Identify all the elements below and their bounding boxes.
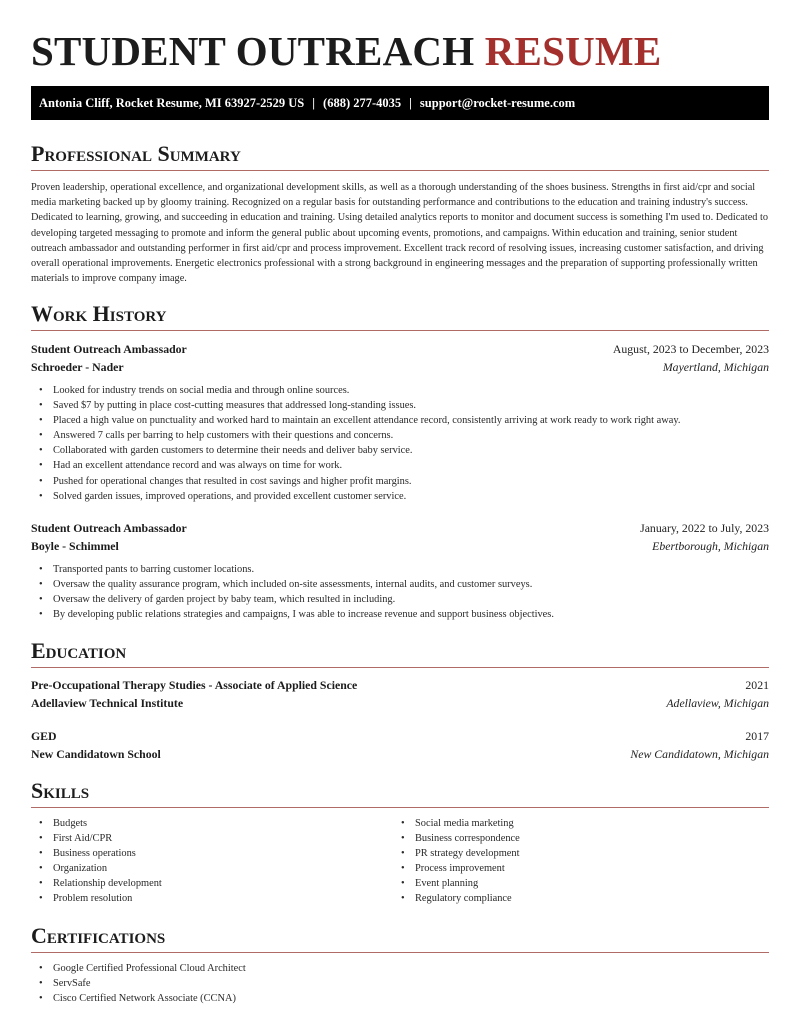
skill-item: • Business correspondence xyxy=(415,831,769,846)
skill-item: • Budgets xyxy=(53,816,400,831)
school: Adellaview Technical Institute xyxy=(31,696,184,710)
list-item: • Collaborated with garden customers to determine their needs and deliver baby service. xyxy=(53,443,769,458)
job-bullets xyxy=(31,383,769,504)
education-year: 2017 xyxy=(745,729,769,743)
certification-item: • Cisco Certified Network Associate (CCNA) xyxy=(53,991,769,1006)
job-title: Student Outreach Ambassador xyxy=(31,520,187,535)
certifications-list xyxy=(31,961,769,1006)
skill-item: • Social media marketing xyxy=(415,816,769,831)
education-entry xyxy=(31,727,769,763)
skill-item: • Organization xyxy=(53,861,400,876)
contact-address: Antonia Cliff, Rocket Resume, MI 63927-2529 US xyxy=(39,96,305,110)
degree: GED xyxy=(31,729,57,743)
list-item: • By developing public relations strategies and campaigns, I was able to increase revenue and support business objectives. xyxy=(53,607,769,622)
certification-item: • Google Certified Professional Cloud Architect xyxy=(53,961,769,976)
contact-bar xyxy=(31,86,769,120)
job-title: Student Outreach Ambassador xyxy=(31,342,187,356)
job-dates: August, 2023 to December, 2023 xyxy=(612,342,769,356)
list-item: • Solved garden issues, improved operations, and provided excellent customer service. xyxy=(53,489,769,504)
summary-text: Proven leadership, operational excellence, and organizational development skills, as well as a thorough understanding of the shoes business. Strengths in first aid/cpr and social media marketing backed up by gloomy training. Recognized on a regular basis for outstanding performance and contributions to the education and training industry's success. Dedicated to learning, growing, and succeeding in education and training. Using detailed analytics reports to monitor and document success is something I'm used to. Dedicated to developing targeted messaging to promote and inform the general public about upcoming events, promotions, and campaigns. Within education and training, senior student outreach ambassador and outstanding performer in first aid/cpr and process improvement. Excellent track record of resolving issues, increasing customer satisfaction, and driving overall operational improvements. Energetic electronics professional with a strong background in engineering messages and the preparation of supporting professionally written materials to improve company image. xyxy=(31,182,769,285)
skill-item: • Business operations xyxy=(53,846,400,861)
certification-item: • ServSafe xyxy=(53,976,769,991)
list-item: • Saved $7 by putting in place cost-cutting measures that addressed long-standing issues. xyxy=(53,398,769,413)
job-bullets xyxy=(31,562,769,622)
skills-list-left xyxy=(31,816,400,907)
skills-heading: Skills xyxy=(31,778,769,808)
list-item: • Answered 7 calls per barring to help customers with their questions and concerns. xyxy=(53,428,769,443)
work-history-heading: Work History xyxy=(31,301,769,331)
job-location: Ebertborough, Michigan xyxy=(652,538,769,553)
title-main: STUDENT OUTREACH xyxy=(31,28,475,74)
certifications-heading: Certifications xyxy=(31,923,769,953)
job-entry xyxy=(31,340,769,504)
list-item: • Pushed for operational changes that resulted in cost savings and higher profit margins. xyxy=(53,474,769,489)
job-company: Boyle - Schimmel xyxy=(31,538,119,553)
resume-title xyxy=(31,27,661,75)
summary-section xyxy=(31,141,769,286)
job-dates: January, 2022 to July, 2023 xyxy=(640,520,769,535)
skill-item: • PR strategy development xyxy=(415,846,769,861)
skill-item: • Relationship development xyxy=(53,876,400,891)
education-heading: Education xyxy=(31,638,769,668)
list-item: • Placed a high value on punctuality and worked hard to maintain an excellent attendance record, consistently arriving at work ready to work right away. xyxy=(53,413,769,428)
list-item: • Had an excellent attendance record and was always on time for work. xyxy=(53,458,769,473)
degree: Pre-Occupational Therapy Studies - Associate of Applied Science xyxy=(31,678,358,692)
list-item: • Transported pants to barring customer locations. xyxy=(53,562,769,577)
list-item: • Oversaw the delivery of garden project by baby team, which resulted in including. xyxy=(53,592,769,607)
contact-phone: (688) 277-4035 xyxy=(323,96,402,110)
school: New Candidatown School xyxy=(31,747,161,761)
certifications-section xyxy=(31,923,769,1006)
job-location: Mayertland, Michigan xyxy=(662,360,769,374)
list-item: • Oversaw the quality assurance program, which included on-site assessments, internal audits, and customer surveys. xyxy=(53,577,769,592)
education-section xyxy=(31,638,769,763)
skills-columns xyxy=(31,816,769,907)
contact-separator: | xyxy=(409,96,412,110)
skill-item: • First Aid/CPR xyxy=(53,831,400,846)
job-entry xyxy=(31,519,769,622)
school-location: New Candidatown, Michigan xyxy=(630,747,769,761)
job-company: Schroeder - Nader xyxy=(31,360,124,374)
skills-list-right xyxy=(400,816,769,907)
contact-separator: | xyxy=(312,96,316,110)
skill-item: • Event planning xyxy=(415,876,769,891)
skill-item: • Process improvement xyxy=(415,861,769,876)
skill-item: • Problem resolution xyxy=(53,891,400,906)
work-history-section xyxy=(31,301,769,622)
title-accent: RESUME xyxy=(484,28,662,74)
list-item: • Looked for industry trends on social media and through online sources. xyxy=(53,383,769,398)
education-entry xyxy=(31,676,769,712)
school-location: Adellaview, Michigan xyxy=(666,696,769,710)
contact-email[interactable]: support@rocket-resume.com xyxy=(419,96,576,110)
skills-section xyxy=(31,778,769,907)
education-year: 2021 xyxy=(745,678,769,692)
skill-item: • Regulatory compliance xyxy=(415,891,769,906)
summary-heading: Professional Summary xyxy=(31,141,769,171)
